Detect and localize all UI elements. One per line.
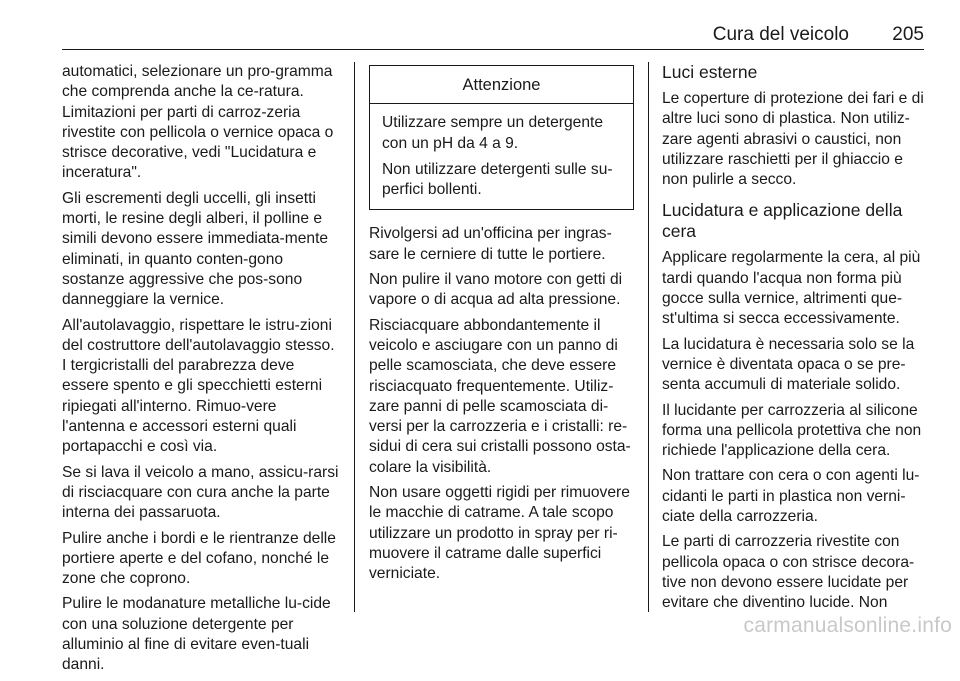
paragraph: Non usare oggetti rigidi per rimuovere le macchie di catrame. A tale scopo utilizzare un prodotto in spray per ri-muovere il catrame dalle superfici verniciate. (369, 484, 630, 583)
warning-text: Utilizzare sempre un detergente con un pH da 4 a 9. (382, 114, 604, 152)
section-heading: Luci esterne (662, 62, 758, 82)
warning-text: Non utilizzare detergenti sulle su-perfici bollenti. (382, 160, 613, 199)
watermark: carmanualsonline.info (743, 614, 952, 637)
paragraph: Rivolgersi ad un'officina per ingras-sare le cerniere di tutte le portiere. (369, 225, 612, 263)
paragraph: La lucidatura è necessaria solo se la vernice è diventata opaca o se pre-senta accumuli di materiale solido. (662, 335, 915, 394)
header-rule (62, 49, 924, 50)
paragraph: Il lucidante per carrozzeria al silicone forma una pellicola protettiva che non richiede l'applicazione della cera. (662, 401, 922, 460)
paragraph: automatici, selezionare un pro-gramma che comprenda anche la ce-ratura. Limitazioni per parti di carroz-zeria rivestite con pellicola o vernice opaca o strisce decorative, vedi "Lucidatura e inceratura". (62, 63, 334, 182)
paragraph: Pulire anche i bordi e le rientranze delle portiere aperte e del cofano, nonché le zone che coprono. (62, 529, 336, 588)
column-left (62, 62, 342, 681)
paragraph: Risciacquare abbondantemente il veicolo e asciugare con un panno di pelle scamosciata, che deve essere risciacquato frequentemente. Utiliz-zare panni di pelle scamosciata di-versi per la carrozzeria e i cristalli: re-sidui di cera sui cristalli possono osta-colare la visibilità. (369, 316, 631, 476)
warning-body (370, 104, 633, 209)
section-title: Cura del veicolo (712, 24, 849, 45)
paragraph: Le coperture di protezione dei fari e di altre luci sono di plastica. Non utiliz-zare agenti abrasivi o caustici, non utilizzare raschietti per il ghiaccio e non pulirle a secco. (662, 90, 924, 189)
page-header (62, 20, 924, 50)
page-number: 205 (892, 24, 924, 45)
paragraph: Applicare regolarmente la cera, al più tardi quando l'acqua non forma più gocce sulla vernice, altrimenti que-st'ultima si secca eccessivamente. (662, 249, 921, 328)
column-divider (648, 62, 649, 612)
warning-box (369, 65, 634, 210)
warning-title: Attenzione (370, 66, 633, 104)
paragraph: Pulire le modanature metalliche lu-cide con una soluzione detergente per alluminio al fine di evitare even-tuali danni. (62, 595, 331, 674)
paragraph: Non trattare con cera o con agenti lu-cidanti le parti in plastica non verni-ciate della carrozzeria. (662, 467, 920, 526)
column-divider (354, 62, 355, 612)
paragraph: Le parti di carrozzeria rivestite con pellicola opaca o con strisce decora-tive non devono essere lucidate per evitare che diventino lucide. Non (662, 533, 915, 612)
column-middle (369, 62, 634, 590)
column-right (662, 62, 928, 619)
paragraph: Se si lava il veicolo a mano, assicu-rarsi di risciacquare con cura anche la parte interna dei passaruota. (62, 463, 339, 522)
paragraph: Non pulire il vano motore con getti di vapore o di acqua ad alta pressione. (369, 271, 623, 309)
section-heading: Lucidatura e applicazione della cera (662, 200, 903, 242)
paragraph: Gli escrementi degli uccelli, gli insetti morti, le resine degli alberi, il polline e simili devono essere immediata-mente eliminati, in quanto conten-gono sostanze aggressive che pos-sono danneggiare la vernice. (62, 189, 329, 309)
paragraph: All'autolavaggio, rispettare le istru-zioni del costruttore dell'autolavaggio stesso. I tergicristalli del parabrezza deve essere spento e gli specchietti esterni ripiegati all'interno. Rimuo-vere l'antenna e accessori esterni quali portapacchi e così via. (62, 316, 335, 456)
